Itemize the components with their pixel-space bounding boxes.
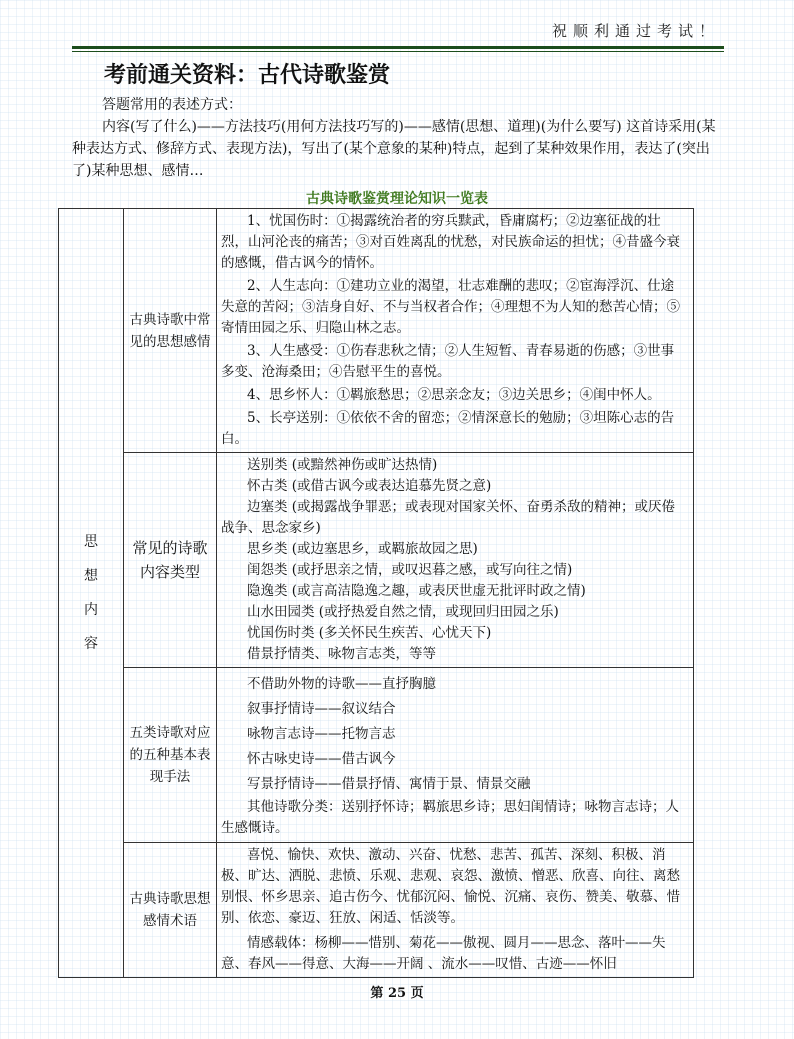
row-label: 古典诗歌思想感情术语 — [124, 843, 217, 978]
content-line: 2、人生志向：①建功立业的渴望，壮志难酬的悲叹；②宦海浮沉、仕途失意的苦闷；③洁身自好、不与当权者合作；④理想不为人知的愁苦心情；⑤寄情田园之乐、归隐山林之志。 — [221, 278, 680, 336]
content-line: 山水田园类 (或抒热爱自然之情，或现回归田园之乐) — [247, 604, 559, 620]
content-line: 3、人生感受：①伤春悲秋之情；②人生短暂、青春易逝的伤感；③世事多变、沧海桑田；④告慰平生的喜悦。 — [221, 343, 675, 380]
content-line: 5、长亭送别：①依依不舍的留恋；②情深意长的勉励；③坦陈心志的告白。 — [221, 410, 675, 447]
content-line: 思乡类 (或边塞思乡，或羁旅故园之思) — [247, 541, 478, 557]
content-line: 怀古类 (或借古讽今或表达追慕先贤之意) — [247, 478, 492, 494]
section-char: 思 — [84, 534, 98, 550]
table-row — [59, 668, 694, 843]
table-row — [59, 453, 694, 668]
header-rule-thin — [72, 51, 724, 52]
row-content — [217, 453, 694, 668]
table-title: 古典诗歌鉴赏理论知识一览表 — [306, 191, 488, 207]
content-line: 情感载体：杨柳——惜别、菊花——傲视、圆月——思念、落叶——失意、春风——得意、大海——开阔 、流水——叹惜、古迹——怀旧 — [221, 935, 666, 972]
content-line: 1、忧国伤时：①揭露统治者的穷兵黩武，昏庸腐朽；②边塞征战的壮烈，山河沦丧的痛苦；③对百姓离乱的忧愁，对民族命运的担忧；④昔盛今衰的感慨，借古讽今的情怀。 — [221, 213, 680, 271]
row-label: 古典诗歌中常见的思想感情 — [124, 209, 217, 453]
section-label — [59, 209, 124, 978]
content-line: 其他诗歌分类：送别抒怀诗；羁旅思乡诗；思妇闺情诗；咏物言志诗；人生感慨诗。 — [221, 798, 679, 836]
table-row — [59, 843, 694, 978]
header-rule-thick — [72, 46, 724, 49]
row-content — [217, 209, 694, 453]
table-row — [59, 209, 694, 453]
content-line: 不借助外物的诗歌——直抒胸臆 — [247, 675, 436, 692]
content-line: 怀古咏史诗——借古讽今 — [247, 750, 396, 767]
content-line: 咏物言志诗——托物言志 — [247, 725, 396, 742]
row-content — [217, 843, 694, 978]
content-line: 送别类 (或黯然神伤或旷达热情) — [247, 457, 438, 473]
knowledge-table — [58, 208, 694, 978]
content-line: 忧国伤时类 (多关怀民生疾苦、心忧天下) — [247, 625, 492, 641]
content-line: 4、思乡怀人：①羁旅愁思；②思亲念友；③边关思乡；④闺中怀人。 — [247, 387, 661, 403]
row-label: 五类诗歌对应的五种基本表现手法 — [124, 668, 217, 843]
content-line: 隐逸类 (或言高洁隐逸之趣，或表厌世虚无批评时政之情) — [247, 583, 586, 599]
section-char: 容 — [84, 636, 98, 652]
content-line: 闺怨类 (或抒思亲之情，或叹迟暮之感，或写向往之情) — [247, 562, 573, 578]
content-line: 边塞类 (或揭露战争罪恶；或表现对国家关怀、奋勇杀敌的精神；或厌倦战争、思念家乡) — [221, 499, 676, 536]
section-char: 想 — [84, 568, 98, 584]
content-line: 写景抒情诗——借景抒情、寓情于景、情景交融 — [247, 775, 531, 792]
content-line: 喜悦、愉快、欢快、激动、兴奋、忧愁、悲苦、孤苦、深刻、积极、消极、旷达、洒脱、悲愤、乐观、悲观、哀怨、激愤、憎恶、欣喜、向往、离愁别恨、怀乡思亲、追古伤今、忧郁沉闷、愉悦、沉痛、哀伤、赞美、敬慕、惜别、依恋、豪迈、狂放、闲适、恬淡等。 — [221, 847, 680, 926]
page-title: 考前通关资料：古代诗歌鉴赏 — [104, 62, 391, 88]
section-char: 内 — [84, 602, 98, 618]
content-line: 借景抒情类、咏物言志类，等等 — [247, 646, 436, 662]
intro-line-2: 内容(写了什么)——方法技巧(用何方法技巧写的)——感情(思想、道理)(为什么要写) 这首诗采用(某种表达方式、修辞方式、表现方法)，写出了(某个意象的某种)特点，起到了某种效果作用，表达了(突出了)某种思想、感情… — [72, 119, 716, 179]
row-label: 常见的诗歌内容类型 — [124, 453, 217, 668]
content-line: 叙事抒情诗——叙议结合 — [247, 700, 396, 717]
header-motto: 祝顺利通过考试！ — [551, 22, 720, 40]
row-content — [217, 668, 694, 843]
intro-block — [72, 94, 724, 182]
page-number: 第 25 页 — [370, 986, 424, 1001]
intro-line-1: 答题常用的表述方式： — [102, 97, 242, 113]
